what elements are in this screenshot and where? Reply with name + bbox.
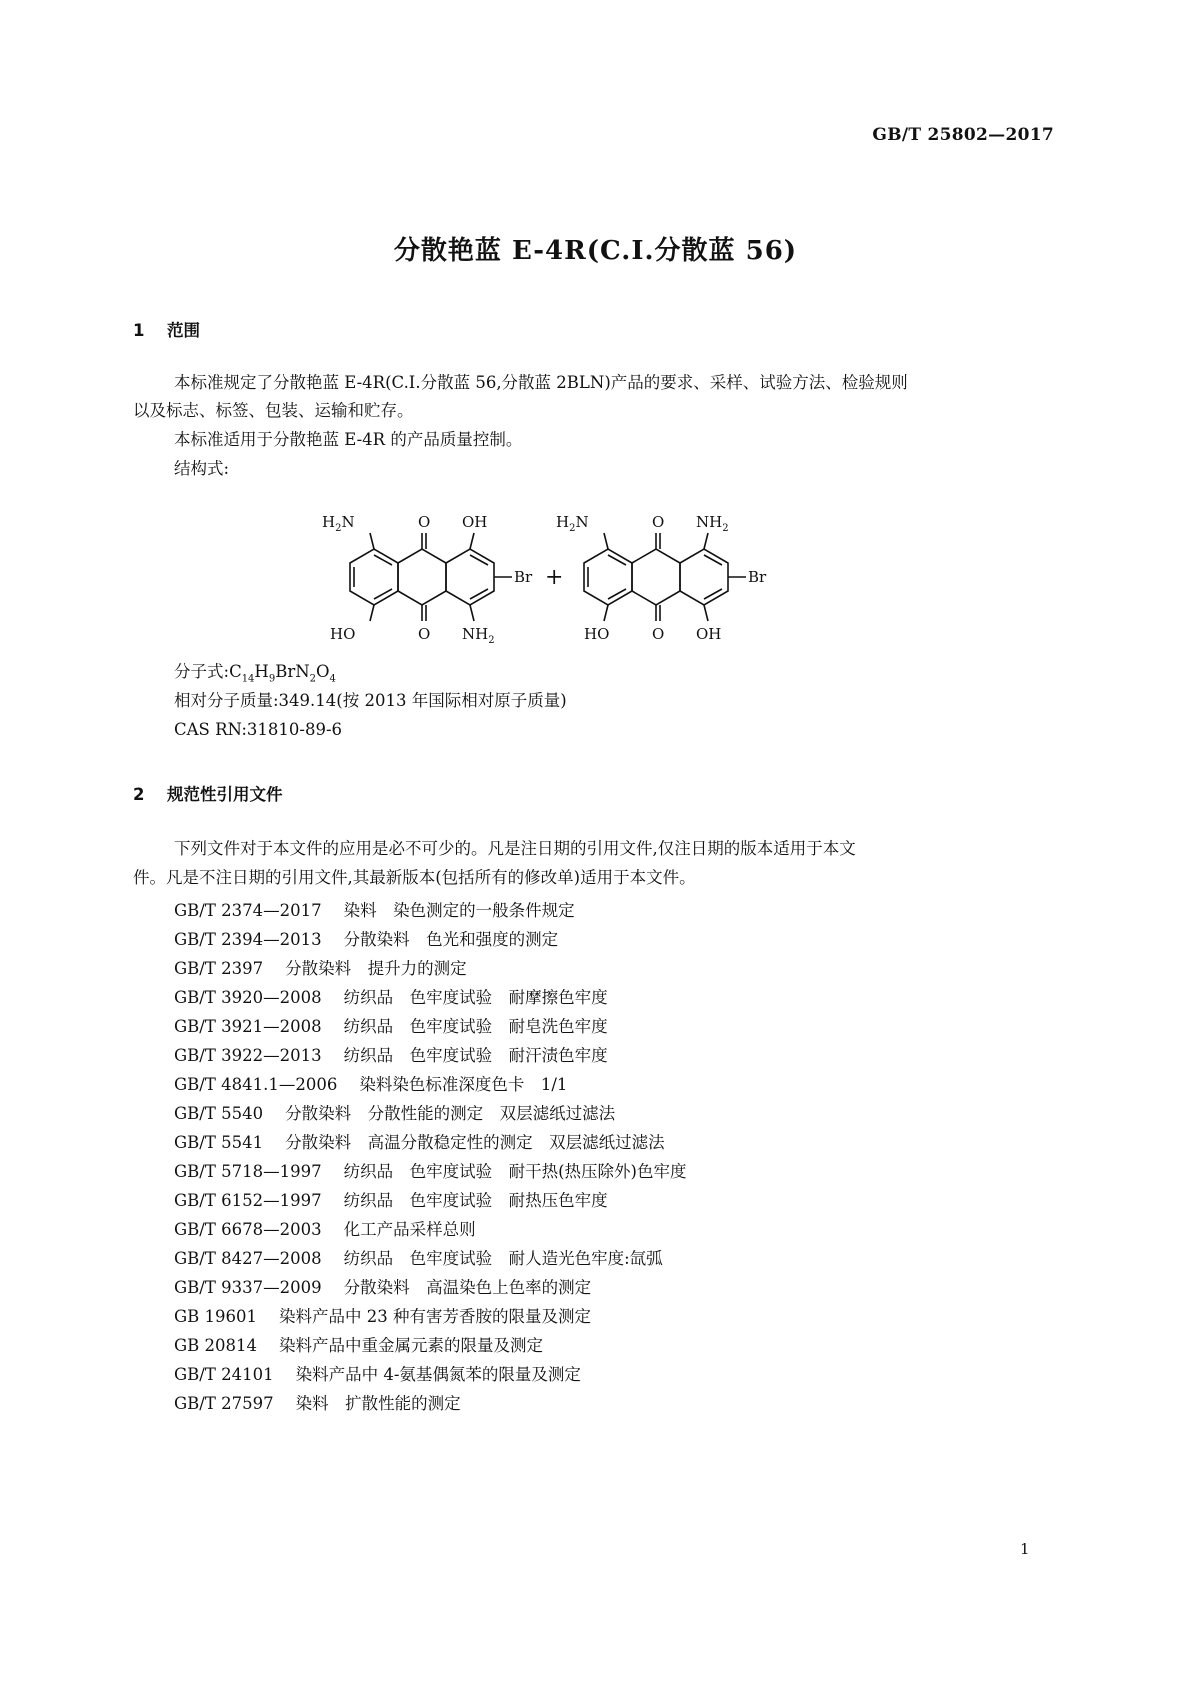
reference-title: 纺织品 色牢度试验 耐干热(热压除外)色牢度 (343, 1162, 687, 1181)
reference-title: 分散染料 高温分散稳定性的测定 双层滤纸过滤法 (285, 1133, 665, 1152)
reference-item (174, 1158, 686, 1182)
left-nh2-bottom: $NH_2$ (462, 625, 495, 646)
reference-title: 纺织品 色牢度试验 耐摩擦色牢度 (343, 988, 608, 1007)
reference-item (174, 1274, 591, 1298)
reference-title: 纺织品 色牢度试验 耐人造光色牢度:氙弧 (343, 1249, 663, 1268)
reference-item (174, 984, 608, 1008)
reference-item (174, 1332, 543, 1356)
reference-id: GB/T 8427—2008 (174, 1249, 322, 1268)
reference-item (174, 1100, 615, 1124)
reference-id: GB/T 2374—2017 (174, 901, 322, 920)
reference-id: GB/T 2394—2013 (174, 930, 322, 949)
structure-label: 结构式: (174, 459, 230, 478)
section-heading-references (133, 781, 283, 805)
left-oh-top: OH (462, 513, 488, 531)
reference-item (174, 1071, 567, 1095)
reference-item (174, 1129, 665, 1153)
right-nh2-top-right: $NH_2$ (696, 513, 729, 534)
reference-item (174, 1361, 581, 1385)
reference-id: GB 19601 (174, 1307, 258, 1326)
formula-h-sub: 9 (268, 673, 276, 685)
reference-title: 分散染料 提升力的测定 (285, 959, 467, 978)
page-number: 1 (1020, 1540, 1030, 1558)
left-bromo: Br (514, 568, 533, 586)
formula-n-sub: 2 (309, 673, 317, 685)
right-oh-bottom-right: OH (696, 625, 722, 643)
reference-title: 纺织品 色牢度试验 耐皂洗色牢度 (343, 1017, 608, 1036)
section-title: 规范性引用文件 (167, 785, 283, 804)
molecular-mass: 相对分子质量:349.14(按 2013 年国际相对原子质量) (174, 691, 567, 710)
right-molecule (584, 533, 746, 621)
right-carbonyl-bottom: O (652, 625, 665, 643)
reference-title: 染料产品中 4-氨基偶氮苯的限量及测定 (295, 1365, 581, 1384)
reference-id: GB/T 3922—2013 (174, 1046, 322, 1065)
document-code: GB/T 25802—2017 (872, 125, 1054, 145)
reference-title: 分散染料 高温染色上色率的测定 (343, 1278, 592, 1297)
reference-item (174, 1013, 608, 1037)
right-carbonyl-top: O (652, 513, 665, 531)
structural-formula-diagram (322, 513, 850, 665)
reference-id: GB/T 6152—1997 (174, 1191, 322, 1210)
reference-item (174, 1216, 476, 1240)
formula-o: O (316, 662, 330, 681)
reference-title: 分散染料 色光和强度的测定 (343, 930, 559, 949)
reference-item (174, 955, 467, 979)
scope-applicability: 本标准适用于分散艳蓝 E-4R 的产品质量控制。 (174, 430, 523, 449)
reference-id: GB/T 4841.1—2006 (174, 1075, 338, 1094)
section-number: 2 (133, 785, 145, 804)
section-number: 1 (133, 321, 145, 340)
reference-title: 化工产品采样总则 (343, 1220, 476, 1239)
section-heading-scope (133, 317, 200, 341)
formula-c: C (229, 662, 242, 681)
reference-id: GB 20814 (174, 1336, 258, 1355)
cas-number: CAS RN:31810-89-6 (174, 720, 343, 739)
reference-title: 染料产品中重金属元素的限量及测定 (279, 1336, 544, 1355)
scope-paragraph-line2: 以及标志、标签、包装、运输和贮存。 (133, 401, 414, 420)
reference-title: 纺织品 色牢度试验 耐汗渍色牢度 (343, 1046, 608, 1065)
scope-paragraph-line1: 本标准规定了分散艳蓝 E-4R(C.I.分散蓝 56,分散蓝 2BLN)产品的要求、采样、试验方法、检验规则 (174, 373, 908, 392)
reference-id: GB/T 9337—2009 (174, 1278, 322, 1297)
reference-title: 染料染色标准深度色卡 1/1 (359, 1075, 568, 1094)
references-intro-line1: 下列文件对于本文件的应用是必不可少的。凡是注日期的引用文件,仅注日期的版本适用于本文 (174, 839, 856, 858)
reference-item (174, 1245, 663, 1269)
plus-sign: + (545, 565, 564, 590)
references-intro-line2: 件。凡是不注日期的引用文件,其最新版本(包括所有的修改单)适用于本文件。 (133, 868, 696, 887)
molecular-formula (174, 661, 336, 690)
reference-id: GB/T 5540 (174, 1104, 264, 1123)
formula-c-sub: 14 (241, 673, 255, 685)
left-oh-bottom: HO (330, 625, 356, 643)
reference-title: 染料 染色测定的一般条件规定 (343, 901, 575, 920)
reference-title: 纺织品 色牢度试验 耐热压色牢度 (343, 1191, 608, 1210)
formula-label: 分子式: (174, 662, 230, 681)
reference-item (174, 897, 575, 921)
reference-title: 染料产品中 23 种有害芳香胺的限量及测定 (279, 1307, 592, 1326)
reference-item (174, 1042, 608, 1066)
reference-id: GB/T 5718—1997 (174, 1162, 322, 1181)
formula-brn: BrN (275, 662, 310, 681)
reference-id: GB/T 3921—2008 (174, 1017, 322, 1036)
reference-id: GB/T 2397 (174, 959, 264, 978)
reference-id: GB/T 3920—2008 (174, 988, 322, 1007)
section-title: 范围 (167, 321, 200, 340)
left-carbonyl-bottom: O (418, 625, 431, 643)
reference-item (174, 1187, 608, 1211)
reference-id: GB/T 24101 (174, 1365, 274, 1384)
left-nh2-top: $H_2N$ (322, 513, 355, 534)
left-molecule (350, 533, 512, 621)
right-bromo: Br (748, 568, 767, 586)
reference-id: GB/T 6678—2003 (174, 1220, 322, 1239)
formula-o-sub: 4 (329, 673, 336, 685)
reference-id: GB/T 5541 (174, 1133, 264, 1152)
right-nh2-top-left: $H_2N$ (556, 513, 589, 534)
formula-h: H (254, 662, 269, 681)
reference-title: 染料 扩散性能的测定 (295, 1394, 461, 1413)
page-title: 分散艳蓝 E-4R(C.I.分散蓝 56) (393, 236, 798, 266)
reference-item (174, 926, 558, 950)
left-carbonyl-top: O (418, 513, 431, 531)
right-oh-bottom-left: HO (584, 625, 610, 643)
reference-item (174, 1390, 461, 1414)
reference-title: 分散染料 分散性能的测定 双层滤纸过滤法 (285, 1104, 616, 1123)
reference-id: GB/T 27597 (174, 1394, 274, 1413)
reference-item (174, 1303, 591, 1327)
